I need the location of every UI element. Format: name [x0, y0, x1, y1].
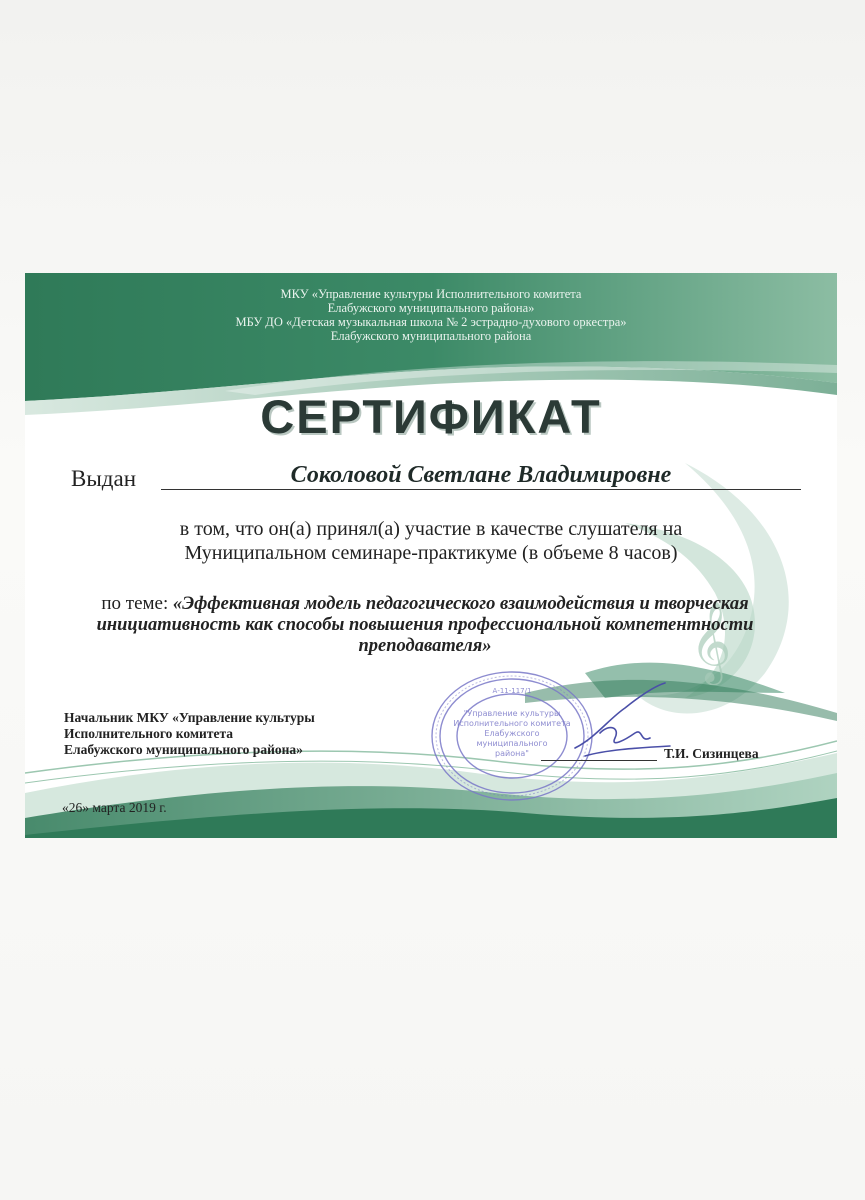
handwritten-signature: [565, 678, 675, 763]
header-line-1: МКУ «Управление культуры Исполнительного комитета: [280, 287, 582, 301]
header-line-4: Елабужского муниципального района: [330, 329, 532, 343]
description-line-1: в том, что он(а) принял(а) участие в качестве слушателя на: [179, 518, 683, 540]
signature-line: [541, 760, 657, 761]
seminar-topic: [65, 593, 785, 657]
header-line-2: Елабужского муниципального района»: [327, 301, 535, 315]
svg-text:А-11-117/1: А-11-117/1: [492, 687, 532, 695]
issuer-header: [25, 287, 837, 343]
svg-text:𝄞: 𝄞: [690, 600, 732, 682]
description-line-2: Муниципальном семинаре-практикуме (в объеме 8 часов): [184, 542, 678, 564]
issue-date: «26» марта 2019 г.: [62, 800, 167, 815]
signer-line-3: Елабужского муниципального района»: [64, 742, 303, 757]
signer-title: [64, 710, 315, 758]
certificate: [25, 273, 837, 838]
signer-line-2: Исполнительного комитета: [64, 726, 233, 741]
issued-label: Выдан: [71, 466, 137, 491]
svg-text:муниципального: муниципального: [476, 739, 548, 748]
signer-line-1: Начальник МКУ «Управление культуры: [64, 710, 315, 725]
signer-name: Т.И. Сизинцева: [664, 746, 759, 761]
svg-text:района": района": [495, 749, 529, 758]
svg-text:"Управление культуры: "Управление культуры: [463, 709, 561, 718]
svg-text:Исполнительного комитета: Исполнительного комитета: [453, 719, 571, 728]
certificate-title: СЕРТИФИКАТ: [260, 390, 602, 443]
topic-text: «Эффективная модель педагогического взаимодействия и творческая инициативность как способы повышения профессиональной компетентности преподавателя»: [96, 594, 754, 656]
topic-prefix: по теме:: [101, 593, 169, 614]
header-line-3: МБУ ДО «Детская музыкальная школа № 2 эстрадно-духового оркестра»: [235, 315, 627, 329]
participation-description: [25, 517, 837, 565]
recipient-name: Соколовой Светлане Владимировне: [290, 462, 672, 488]
recipient-underline: [161, 489, 801, 490]
svg-text:Елабужского: Елабужского: [484, 729, 540, 738]
